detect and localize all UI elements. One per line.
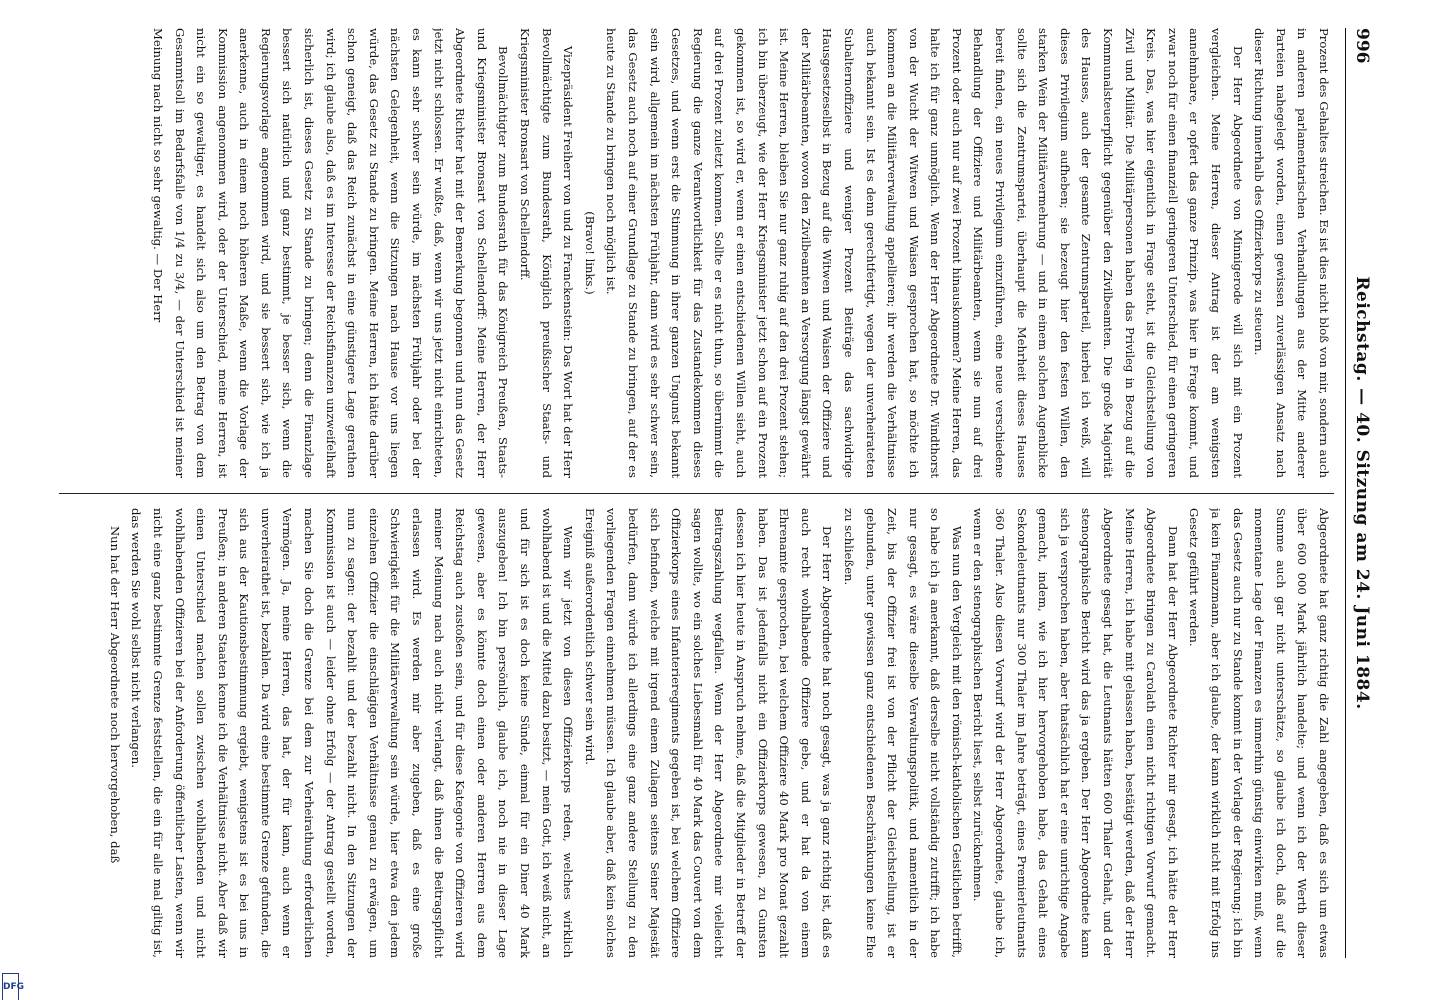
left-paragraph-1: Prozent des Gehaltes streichen. Es ist dies nicht bloß von mir, sondern auch in anderen parlamentarischen Verhandlungen aus der Mitte anderer Parteien nahegelegt worden, einen gewissen zuverlässigen Ansatz nach dieser Richtung innerhalb des Offizierkorps zu steuern. [1252, 28, 1331, 478]
footer-strip [0, 973, 1432, 1000]
dfg-logo-icon: DFG [2, 973, 19, 1000]
page-content [44, 28, 1374, 958]
right-paragraph-1: Abgeordnete hat ganz richtig die Zahl angegeben, daß es sich um etwas über 600 000 Mark jährlich handelte; und wenn ich der Werth dieser Summe auch gar nicht unterschätze, so glaube ich doch, daß auf die momentane Lage der Finanzen es immerhin günstig einwirken muß, wenn das Gesetz auch nur zu Stande kommt in der Vorlage der Regierung; ich bin ja kein Finanzmann, aber ich glaube, der kann wirklich nicht mit Erfolg ins Gesetz geführt werden. [1187, 508, 1331, 958]
right-paragraph-5: Wenn wir jetzt von diesen Offizierkorps reden, welches wirklich wohlhabend ist und die Mittel dazu besitzt, — mein Gott, ich weiß nicht, an und für sich ist es doch keine Sünde, einmal für ein Diner 40 Mark auszugeben! Ich bin persönlich, glaube ich, noch nie in dieser Lage gewesen, aber es könnte doch einen oder anderen Herren aus dem Reichstag auch zustoßen sein, und für diese Kategorie von Offizieren wird meiner Meinung nach auch nicht verlangt, daß ihnen die Beitragspflicht erlassen wird. Es werden mir aber zugeben, daß es eine große Schwierigkeit für die Militärverwaltung sein würde, hier etwa den jedem einzelnen Offizier die einschlägigen Verhältnisse genau zu erwägen, um nun zu sagen: der bezahlt und der bezahlt nicht. In den Sitzungen der Kommission ist auch — leider ohne Erfolg — der Antrag gestellt worden, machen Sie doch die Grenze bei dem zur Verheirathung erforderlichen Vermögen. Ja, meine Herren, das hat, der für kann, auch wenn er unverheirathet ist, bezahlen. Da wird eine bestimmte Grenze gefunden, die sich aus der Kautionsbestimmung ergiebt, wenigstens ist es bei uns in Preußen; in anderen Staaten kenne ich die Verhältnisse nicht. Aber daß wir einen Unterschied machen sollen zwischen wohlhabenden und nicht wohlhabenden Offizieren bei der Anforderung öffentlicher Lasten, wenn wir nicht eine ganz bestimmte Grenze feststellen, die ein für alle mal giltig ist, das werden Sie wohl selbst nicht verlangen. [129, 508, 576, 958]
right-column [54, 508, 1334, 958]
right-paragraph-2: Dann hat der Herr Abgeordnete Richter mir gesagt, ich hätte der Herr Abgeordnete Bringen zu Carolath einen nicht richtigen Vorwurf gemacht. Meine Herren, ich habe mit gelassen haben, bestätigt werden, daß der Herr Abgeordnete gesagt hat, die Leutnants hätten 600 Thaler Gehalt, und der stenographische Bericht wird das ja ergeben. Der Herr Abgeordnete kann sich ja versprochen haben, aber thatsächlich hat er eine unrichtige Angabe gemacht, indem, wie ich hier hervorgehoben habe, das Gehalt eines Sekondeleutnants nur 300 Thaler im Jahre beträgt, eines Premierleutnants 360 Thaler. Also diesen Vorwurf wird der Herr Abgeordnete, glaube ich, wenn er den stenographischen Bericht liest, selbst zurücknehmen. [971, 508, 1180, 958]
left-paragraph-3: Vizepräsident Freiherr von und zu Franckenstein: Das Wort hat der Herr Bevollmächtigte zum Bundesrath, Königlich preußischer Staats- und Kriegsminister Bronsart von Schellendorff. [518, 28, 576, 478]
right-paragraph-6: Nun hat der Herr Abgeordnete noch hervorgehoben, daß [107, 526, 122, 864]
digitization-credit [0, 0, 2, 992]
left-column [54, 28, 1334, 478]
left-paragraph-2: Der Herr Abgeordnete von Minnigerode will sich mit ein Prozent vergleichen. Meine Herren, dieser Antrag ist der am wenigsten annehmbare, er opfert das ganze Prinzip, was hier in Frage kommt, und zwar noch für einen finanziell geringeren Unterschied, für einen geringeren Kreis. Das, was hier eigentlich in Frage steht, ist die Gleichstellung von Zivil und Militär. Die Militärpersonen haben das Privileg in Bezug auf die Kommunalsteuerpflicht gegenüber den Zivilbeamten. Die große Majorität des Hauses, auch der gesamte Zentrumsparteil, hierbei ich weiß, will dieses Privilegium aufheben; sie bezeugt hier den festen Willen, den starken Wein der Militärvermehrung — und in einem solchen Augenblicke sollte sich die Zentrumspartei, überhaupt die Mehrheit dieses Hauses bereit finden, ein neues Privilegium einzuführen, eine neue verschiedene Behandlung der Offiziere und Militärbeamten, wenn sie nun auf drei Prozent oder auch nur auf zwei Prozent hinauskommen? Meine Herren, das halte ich für ganz unmöglich. Wenn der Herr Abgeordnete Dr. Windthorst von der Wucht der Witwen und Waisen gesprochen hat, so möchte ich kommen an die Militärverwaltung appellieren; ihr werden die Verhältnisse auch bekannt sein. Ist es denn gerechtfertigt, wegen der unverheirateten Subalternoffiziere und weniger Prozent Beiträge das sachwidrige Hausgesetzeselbst in Bezug auf die Witwen und Waisen der Offiziere und der Militärbeamten, wovon den Zivilbeamten an Versorgung längst gewährt ist. Meine Herren, bleiben Sie nur ganz ruhig auf den drei Prozent stehen; ich bin überzeugt, wie der Herr Kriegsminister jetzt schon auf ein Prozent gekommen ist, so wird er, wenn er einen entschiedenen Willen sieht, auch auf drei Prozent zuletzt kommen. Sollte er es nicht thun, so übernimmt die Regierung die ganze Verantwortlichkeit für das Zustandekommen dieses Gesetzes, und wenn erst die Stimmung in ihrer ganzen Ungunst bekannt sein wird, allgemein im nächsten Frühjahr, dann wird es sehr schwer sein, das Gesetz auch noch auf einer Grundlage zu Stande zu bringen, auf der es heute zu Stande zu bringen noch möglich ist. [604, 28, 1245, 478]
column-divider [59, 493, 1334, 494]
left-paragraph-4: Bevollmächtigter zum Bundesrath für das Königreich Preußen, Staats- und Kriegsminister Bronsart von Schellendorff: Meine Herren, der Herr Abgeordnete Richter hat mit der Bemerkung begonnen und nun das Gesetz jetzt nicht schlossen. Er wußte, daß, wenn wir uns jetzt nicht einrichteten, es kann sehr schwer sein würde, im nächsten Frühjahr oder bei der nächsten Gelegenheit, wenn die Sitzungen nach Hause vor uns liegen würde, das Gesetz zu Stande zu bringen. Meine Herren, ich hätte darüber schon geneigt, daß das Reich zunächst in eine günstigere Lage gerathen wird; ich glaube also, daß es im Interesse der Reichsfinanzen unzweifelhaft sicherlich ist, dieses Gesetz zu Stande zu bringen; denn die Finanzlage bessert sich natürlich und ganz bestimmt, je besser sich, wenn die Regierungsvorlage angenommen wird, und sie bessert sich, wie ich ja anerkenne, auch in einem noch höheren Maße, wenn die Vorlage der Kommission angenommen wird, oder der Unterschied, meine Herren, ist nicht ein so gewaltiger, es handelt sich also um den Betrag von dem Gesammtsoll im Bedarfsfalle von 1/4 zu 3/4, — der Unterschied ist meiner Meinung nach nicht so sehr gewaltig. — Der Herr [150, 28, 511, 478]
right-paragraph-3: Was nun den Vergleich mit den römisch-katholischen Geistlichen betrifft, so habe ich ja anerkannt, daß derselbe nicht vollständig zutrifft; ich habe nur gesagt, es wäre dieselbe Verwaltungspolitik, und namentlich in der Zeit, bis der Offizier frei ist von der Pflicht der Gleichstellung, ist er gebunden, unter gewissen ganz entschiedenen Beschränkungen keine Ehe zu schließen. [841, 508, 964, 958]
page-header [1348, 28, 1374, 958]
applause-note: (Bravo! links.) [582, 211, 597, 295]
page-number: 996 [1352, 28, 1372, 64]
header-rule [1345, 28, 1346, 958]
right-paragraph-4: Der Herr Abgeordnete hat noch gesagt, was ja ganz richtig ist, daß es auch recht wohlhabende Offiziere gebe, und er hat da von einem Ehrenamte gesprochen, bei welchem Offiziere 40 Mark pro Monat gezahlt haben. Das ist jedenfalls nicht ein Offizierkorps gewesen, zu Gunsten dessen ich hier heute in Anspruch nehme, daß die Mitglieder in Betreff der Beitragszahlung wegfallen. Wenn der Herr Abgeordnete mir vielleicht sagen wollte, wo ein solches Liebesmahl für 40 Mark das Couvert von dem Offizierkorps eines Infanterieregiments gegeben ist, bei welchem Offiziere sich befinden, welche mit irgend einem Zulagen seitens Seiner Majestät bedürfen, dann würde ich allerdings eine ganz andere Stellung zu den vorliegenden Fragen einnehmen müssen. Ich glaube aber, daß kein solches Ereigniß außerordentlich schwer sein wird. [582, 508, 835, 958]
page-title: Reichstag. — 40. Sitzung am 24. Juni 1884. [1352, 276, 1372, 710]
